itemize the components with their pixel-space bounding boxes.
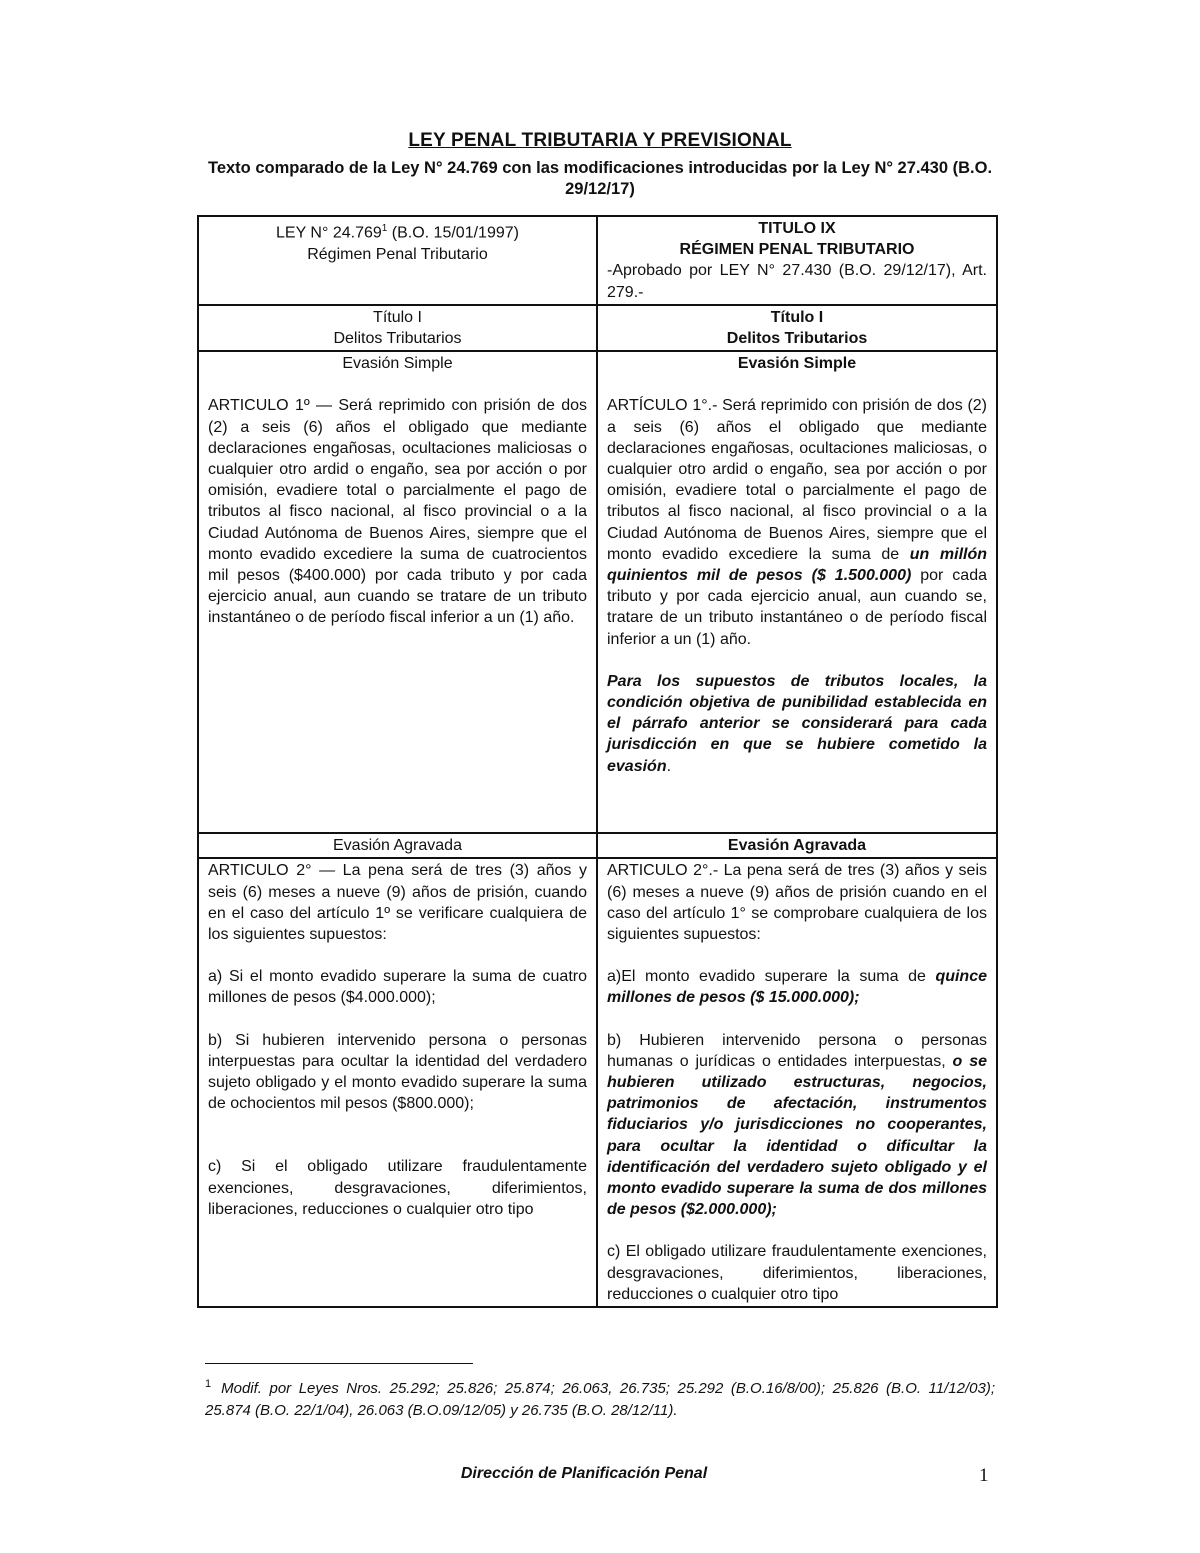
right-article-1-cell: [597, 351, 997, 833]
left-title-name: Delitos Tributarios: [333, 330, 462, 348]
left-law-name: LEY N° 24.769: [276, 224, 382, 242]
article-text-segment: por cada tributo y por cada ejercicio anual, aun cuando se, tratare de un tributo instantáneo o de período fiscal inferior a un (1) año.: [607, 567, 987, 648]
right-article-2-intro: ARTICULO 2°.- La pena será de tres (3) años y seis (6) meses a nueve (9) años de prisión cuando en el caso del artículo 1° se comprobare cualquiera de los siguientes supuestos:: [607, 862, 987, 944]
amended-text-segment: un millón quinientos mil de pesos ($ 1.500.000): [607, 545, 988, 585]
comparison-table: [197, 215, 998, 1308]
left-article-1-text: ARTICULO 1º — Será reprimido con prisión de dos (2) a seis (6) años el obligado que mediante declaraciones engañosas, ocultaciones maliciosas o cualquier otro ardid o engaño, sea por acción o por omisión, evadiere total o parcialmente el pago de tributos al fisco nacional, al fisco provincial o a la Ciudad Autónoma de Buenos Aires, siempre que el monto evadido excediere la suma de cuatrocientos mil pesos ($400.000) por cada tributo y por cada ejercicio anual, aun cuando se tratare de un tributo instantáneo o de período fiscal inferior a un (1) año.: [208, 397, 587, 627]
page-number: 1: [979, 1465, 989, 1486]
article-text-segment: b) Hubieren intervenido persona o personas humanas o jurídicas o entidades interpuestas,: [607, 1031, 987, 1070]
right-title-name: Delitos Tributarios: [726, 330, 868, 348]
table-row: [198, 351, 997, 833]
left-header-cell: [198, 216, 597, 305]
article-text-segment: ARTÍCULO 1°.- Será reprimido con prisión de dos (2) a seis (6) años el obligado que mediante declaraciones engañosas, ocultaciones maliciosas, o cualquier otro ardid o engaño, sea por acción o por omisión, evadiere total o parcialmente el pago de tributos al fisco nacional, al fisco provincial o a la Ciudad Autónoma de Buenos Aires, siempre que el monto evadido excediere la suma de: [607, 397, 987, 563]
left-article-1-cell: [198, 351, 597, 833]
table-row: [198, 216, 997, 305]
right-approval-note: -Aprobado por LEY N° 27.430 (B.O. 29/12/17), Art. 279.-: [607, 262, 987, 301]
amended-text-segment: Para los supuestos de tributos locales, la condición objetiva de punibilidad establecida en el párrafo anterior se considerará para cada jurisdicción en que se hubiere cometido la evasión: [607, 672, 987, 775]
document-subtitle: Texto comparado de la Ley N° 24.769 con las modificaciones introducidas por la Ley N° 27.430 (B.O. 29/12/17): [207, 159, 993, 198]
amended-text-segment: o se hubieren utilizado estructuras, negocios, patrimonios de afectación, instrumentos fiduciarios y/o jurisdicciones no cooperantes, para ocultar la identidad o dificultar la identificación del verdadero sujeto obligado y el monto evadido superare la suma de dos millones de pesos ($2.000.000);: [607, 1052, 988, 1219]
document-title: LEY PENAL TRIBUTARIA Y PREVISIONAL: [408, 130, 792, 151]
footnote: [205, 1373, 995, 1422]
right-article-2-item-b: [607, 1030, 987, 1221]
left-regime-title: Régimen Penal Tributario: [307, 245, 488, 263]
left-title-number: Título I: [373, 308, 422, 326]
right-title-cell: [597, 305, 997, 351]
right-regime-title: RÉGIMEN PENAL TRIBUTARIO: [679, 241, 915, 259]
left-section-heading: Evasión Simple: [342, 355, 453, 373]
article-text-segment: a)El monto evadido superare la suma de: [607, 968, 936, 986]
left-article-2-item-c: c) Si el obligado utilizare fraudulentamente exenciones, desgravaciones, diferimientos, liberaciones, reducciones o cualquier otro tipo: [208, 1158, 587, 1218]
left-section-heading: Evasión Agravada: [333, 837, 462, 855]
left-article-2-item-a: a) Si el monto evadido superare la suma de cuatro millones de pesos ($4.000.000);: [208, 968, 587, 1007]
footnote-marker: 1: [205, 1378, 212, 1390]
footnote-separator: [205, 1363, 473, 1364]
footnote-text: Modif. por Leyes Nros. 25.292; 25.826; 25.874; 26.063, 26.735; 25.292 (B.O.16/8/00); 25.826 (B.O. 11/12/03); 25.874 (B.O. 22/1/04), 26.063 (B.O.09/12/05) y 26.735 (B.O. 28/12/11).: [205, 1380, 995, 1419]
right-title-number: Título I: [770, 308, 824, 326]
table-row: [198, 858, 997, 1307]
right-section-heading: Evasión Simple: [737, 355, 857, 373]
left-title-cell: [198, 305, 597, 351]
left-article-2-item-b: b) Si hubieren intervenido persona o personas interpuestas para ocultar la identidad del verdadero sujeto obligado y el monto evadido superare la suma de ochocientos mil pesos ($800.000);: [208, 1031, 587, 1113]
left-section-heading-cell: [198, 833, 597, 858]
table-row: [198, 305, 997, 351]
right-section-heading: Evasión Agravada: [727, 837, 867, 855]
left-law-publication: (B.O. 15/01/1997): [387, 224, 519, 242]
left-article-2-cell: [198, 858, 597, 1307]
right-article-1-added-paragraph: [607, 671, 987, 777]
right-article-2-cell: [597, 858, 997, 1307]
right-article-1-text: [607, 395, 987, 649]
table-row: [198, 833, 997, 858]
footnote-reference: 1: [381, 223, 388, 234]
article-text-segment: .: [666, 757, 672, 775]
amended-text-segment: quince millones de pesos ($ 15.000.000);: [607, 968, 987, 1007]
right-section-heading-cell: [597, 833, 997, 858]
right-article-2-item-a: [607, 966, 987, 1008]
right-title-label: TITULO IX: [758, 220, 836, 237]
right-article-2-item-c: c) El obligado utilizare fraudulentamente exenciones, desgravaciones, diferimientos, liberaciones, reducciones o cualquier otro tipo: [607, 1243, 987, 1303]
right-header-cell: [597, 216, 997, 305]
left-article-2-intro: ARTICULO 2° — La pena será de tres (3) años y seis (6) meses a nueve (9) años de prisión, cuando en el caso del artículo 1º se verificare cualquiera de los siguientes supuestos:: [208, 862, 587, 944]
footer-label: Dirección de Planificación Penal: [460, 1465, 708, 1482]
